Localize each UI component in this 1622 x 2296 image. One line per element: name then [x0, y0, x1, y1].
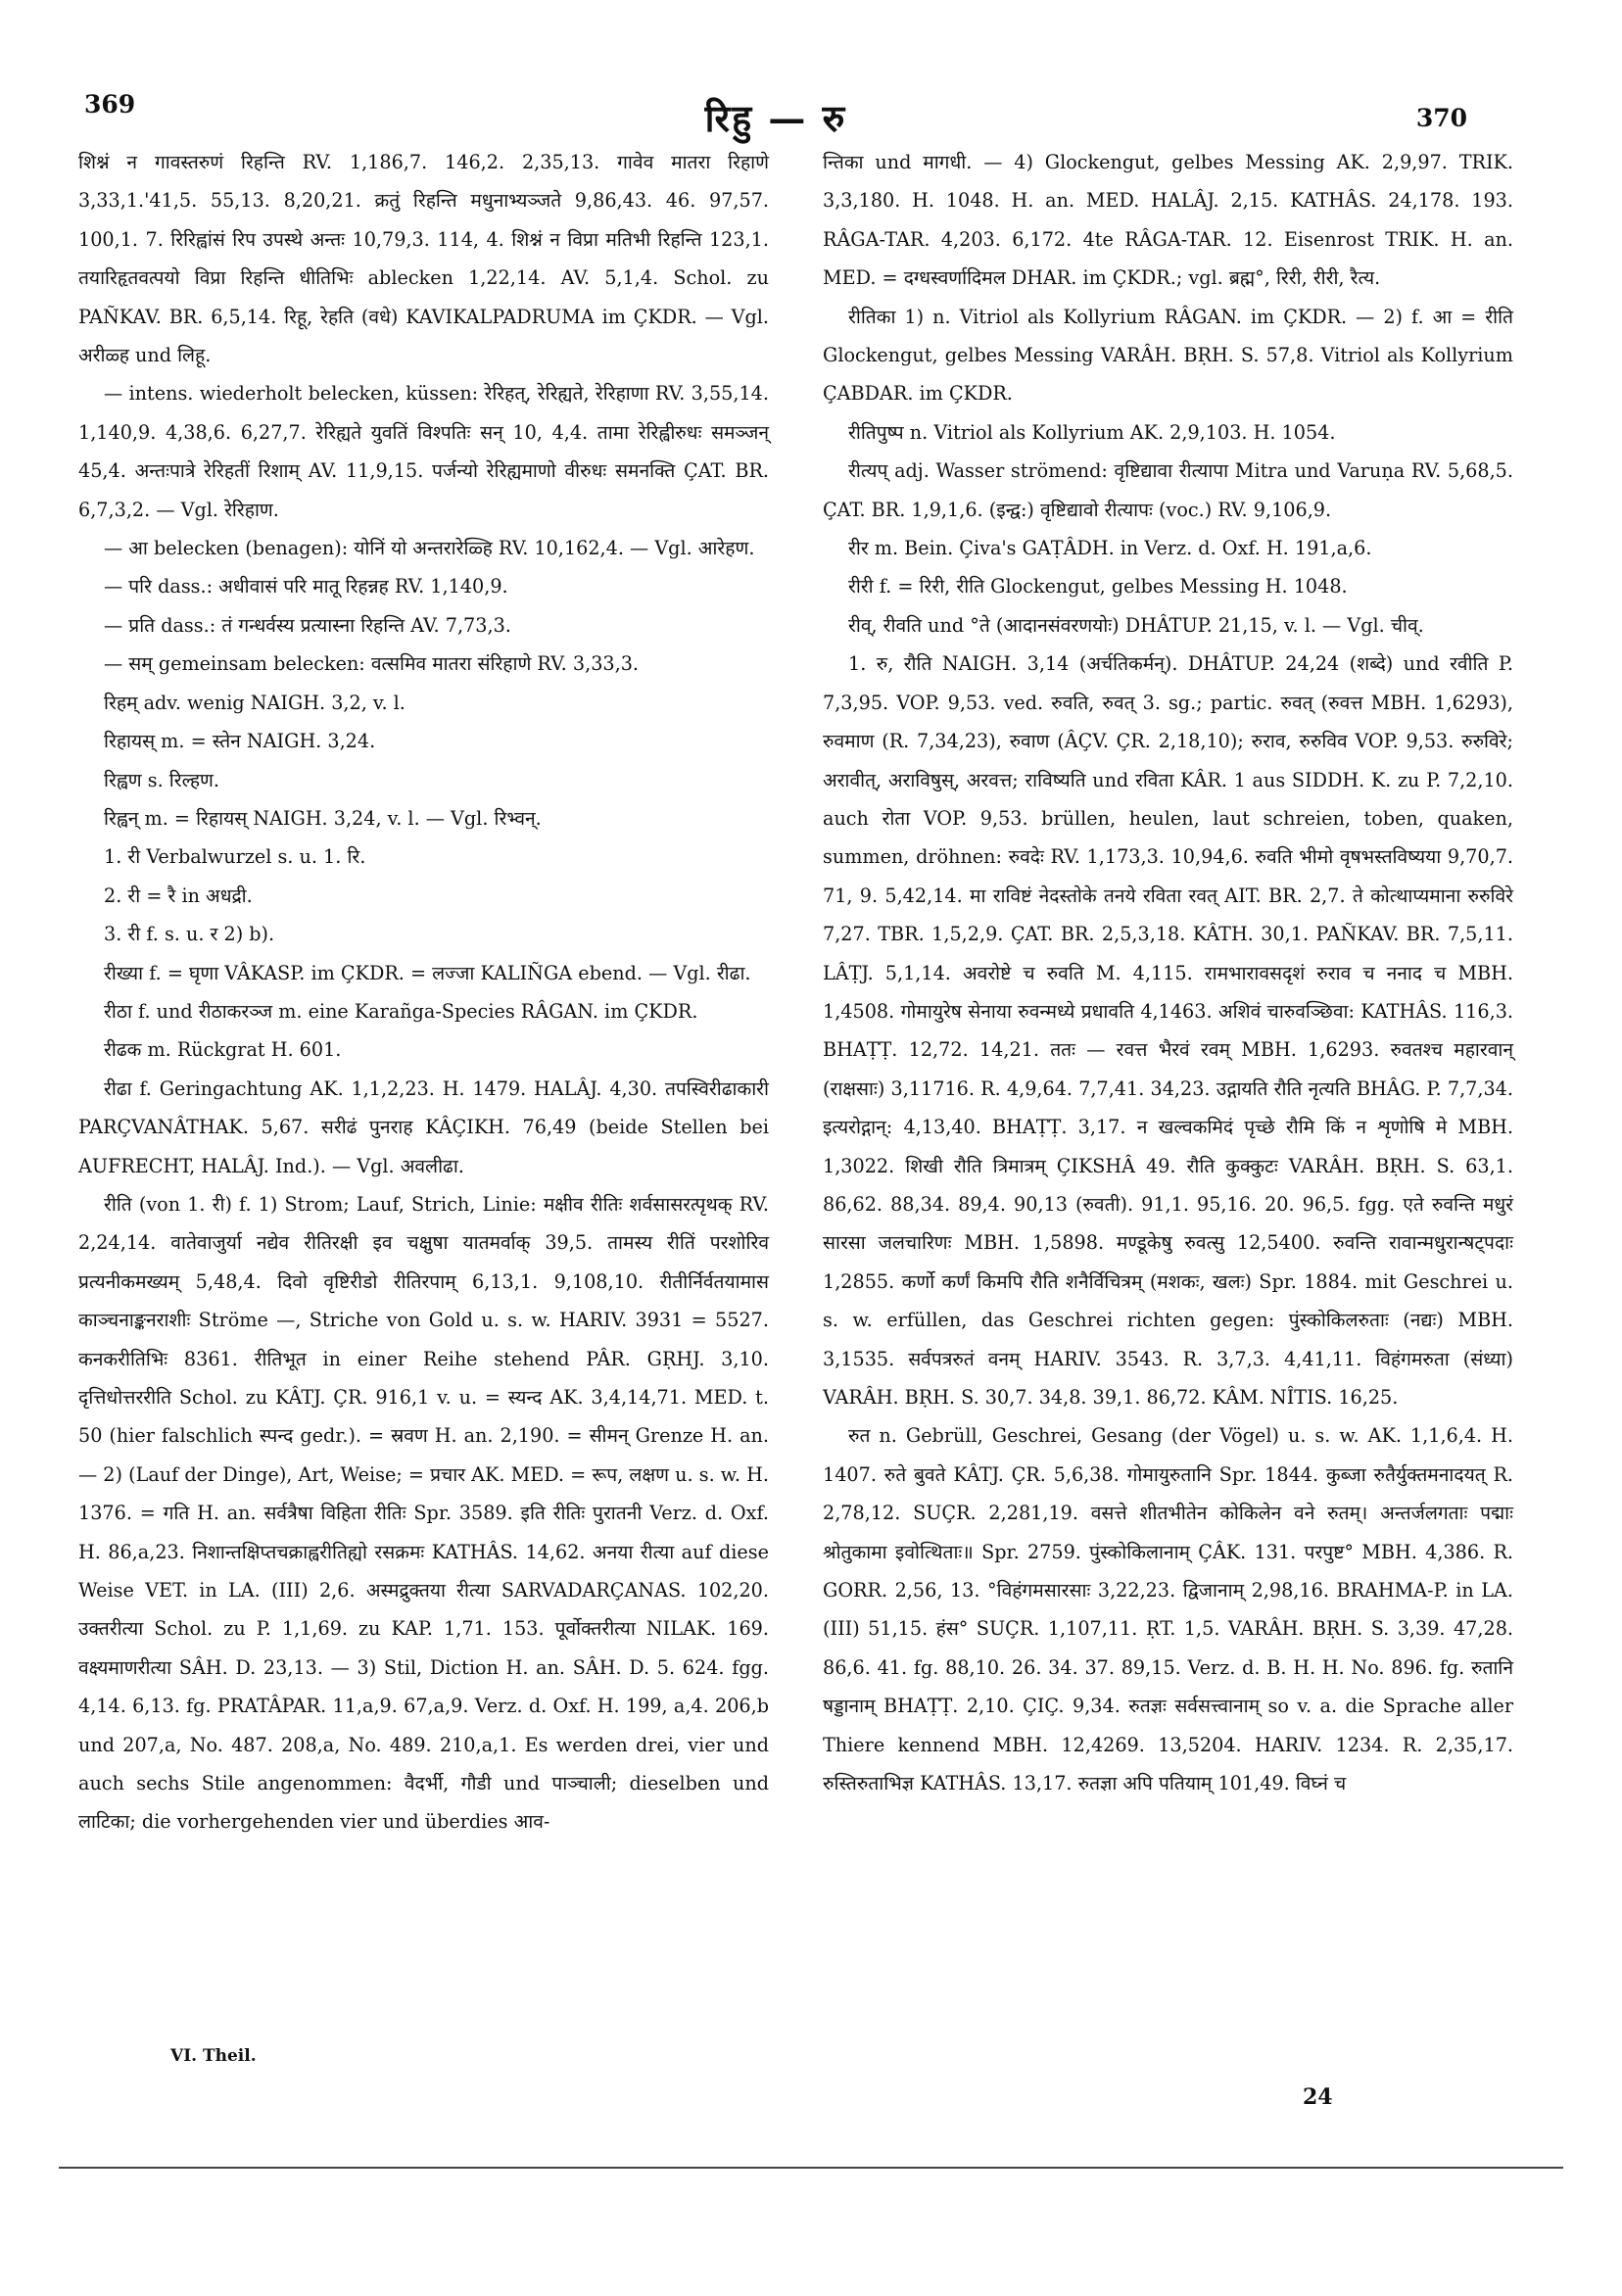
page-number-left: 369 [84, 90, 136, 119]
entry-sam: — सम् gemeinsam belecken: वत्समिव मातरा संरिहाणे RV. 3,33,3. [104, 652, 640, 676]
page-header [71, 90, 1481, 149]
left-column [78, 143, 769, 1842]
entry-ri-2: 2. री = रै in अधद्री. [104, 884, 253, 907]
entry-ri-1: 1. री Verbalwurzel s. u. 1. रि. [104, 845, 366, 869]
entry-riham: रिहम् adv. wenig NAIGH. 3,2, v. l. [104, 691, 406, 714]
entry-ru-1: 1. रु, रौति NAIGH. 3,14 (अर्चतिकर्मन्). DHÂTUP. 24,24 (शब्दे) und रवीति P. 7,3,95. VOP. 9,53. ved. रुवति, रुवत् 3. sg.; partic. रुवत् (रुवत्त MBH. 1,6293), रुवमाण (R. 7,34,23), रुवाण (ÂÇV. ÇR. 2,18,10); रुराव, रुरुविव VOP. 9,53. रुरुविरे; अरावीत्, अराविषुस्, अरवत्त; राविष्यति und रविता KÂR. 1 aus SIDDH. K. zu P. 7,2,10. auch रोता VOP. 9,53. brüllen, heulen, laut schreien, toben, quaken, summen, dröhnen: रुवदेः RV. 1,173,3. 10,94,6. रुवति भीमो वृषभस्तविष्यया 9,70,7. 71, 9. 5,42,14. मा राविष्टं नेदस्तोके तनये रविता रवत् AIT. BR. 2,7. ते कोत्थाप्यमाना रुरुविरे 7,27. TBR. 1,5,2,9. ÇAT. BR. 2,5,3,18. KÂTH. 30,1. PAÑKAV. BR. 7,5,11. LÂṬJ. 5,1,14. अवरोष्टे च रुवति M. 4,115. रामभारावसदृशं रुराव च ननाद च MBH. 1,4508. गोमायुरेष सेनाया रुवन्मध्ये प्रधावति 4,1463. अशिवं चारुवञ्छिवा: KATHÂS. 116,3. BHAṬṬ. 12,72. 14,21. ततः — रवत्त भैरवं रवम् MBH. 1,6293. रुवतश्च महारवान् (राक्षसाः) 3,11716. R. 4,9,64. 7,7,41. 34,23. उद्गायति रौति नृत्यति BHÂG. P. 7,7,34. इत्यरोद्गान्: 4,13,40. BHAṬṬ. 3,17. न खल्वकमिदं पृच्छे रौमि किं न शृणोषि मे MBH. 1,3022. शिखी रौति त्रिमात्रम् ÇIKSHÂ 49. रौति कुक्कुटः VARÂH. BṚH. S. 63,1. 86,62. 88,34. 89,4. 90,13 (रुवती). 91,1. 95,16. 20. 96,5. fgg. एते रुवन्ति मधुरं सारसा जलचारिणः MBH. 1,5898. मण्डूकेषु रुवत्सु 12,5400. रुवन्ति रावान्मधुरान्षट्पदाः 1,2855. कर्णो कर्णं किमपि रौति शनैर्विचित्रम् (मशकः, खलः) Spr. 1884. mit Geschrei u. s. w. erfüllen, das Geschrei richten gegen: पुंस्कोकिलरुताः (नद्यः) MBH. 3,1535. सर्वपत्ररुतं वनम् HARIV. 3543. R. 3,7,3. 4,41,11. विहंगमरुता (संध्या) VARÂH. BṚH. S. 30,7. 34,8. 39,1. 86,72. KÂM. NÎTIS. 16,25. [823, 652, 1513, 1409]
running-title: रिहु — रु [704, 96, 847, 140]
entry-intens: — intens. wiederholt belecken, küssen: रेरिहत्, रेरिह्यते, रेरिहाणा RV. 3,55,14. 1,140,9. 4,38,6. 6,27,7. रेरिह्यते युवतिं विश्पतिः सन् 10, 4,4. तामा रेरिह्वीरुधः समञ्जन् 45,4. अन्तःपात्रे रेरिहतीं रिशाम् AV. 11,9,15. पर्जन्यो रेरिह्यमाणो वीरुधः समनक्ति ÇAT. BR. 6,7,3,2. — Vgl. रेरिहाण. [78, 382, 769, 521]
entry-rihayas: रिहायस् m. = स्तेन NAIGH. 3,24. [104, 730, 376, 753]
entry-rikhya: रीख्या f. = घृणा VÂKASP. im ÇKDR. = लज्जा KALIÑGA ebend. — Vgl. रीढा. [104, 961, 751, 984]
entry-ritika: रीतिका 1) n. Vitriol als Kollyrium RÂGAN. im ÇKDR. — 2) f. आ = रीति Glockengut, gelbes Messing VARÂH. BṚH. S. 57,8. Vitriol als Kollyrium ÇABDAR. im ÇKDR. [823, 305, 1513, 406]
entry-ruta: रुत n. Gebrüll, Geschrei, Gesang (der Vögel) u. s. w. AK. 1,1,6,4. H. 1407. रुते बुवते KÂTJ. ÇR. 5,6,38. गोमायुरुतानि Spr. 1844. कुब्जा रुतैर्युक्तमनादयत् R. 2,78,12. SUÇR. 2,281,19. वसत्ते शीतभीतेन कोकिलेन वने रुतम्। अन्तर्जलगताः पद्माः श्रोतुकामा इवोत्थिताः॥ Spr. 2759. पुंस्कोकिलानाम् ÇÂK. 131. परपुष्ट° MBH. 4,386. R. GORR. 2,56, 13. °विहंगमसारसाः 3,22,23. द्विजानाम् 2,98,16. BRAHMA-P. in LA. (III) 51,15. हंस° SUÇR. 1,107,11. ṚT. 1,5. VARÂH. BṚH. S. 3,39. 47,28. 86,6. 41. fg. 88,10. 26. 34. 37. 89,15. Verz. d. B. H. H. No. 896. fg. रुतानि षड्डानाम् BHAṬṬ. 2,10. ÇIÇ. 9,34. रुतज्ञः सर्वसत्त्वानाम् so v. a. die Sprache aller Thiere kennend MBH. 12,4269. 13,5204. HARIV. 1234. R. 2,35,17. रुस्तिरुताभिज्ञ KATHÂS. 13,17. रुतज्ञा अपि पतियाम् 101,49. विघ्नं च [823, 1424, 1513, 1795]
signature-mark: 24 [1303, 2084, 1333, 2110]
entry-prati: — प्रति dass.: तं गन्धर्वस्य प्रत्यास्ना रिहन्ति AV. 7,73,3. [104, 613, 511, 637]
entry-rihvan: रिह्वन् m. = रिहायस् NAIGH. 3,24, v. l. — Vgl. रिभ्वन्. [104, 806, 542, 830]
entry-riv: रीव्, रीवति und °ते (आदानसंवरणयोः) DHÂTUP. 21,15, v. l. — Vgl. चीव्. [848, 613, 1424, 637]
bottom-rule [59, 2167, 1563, 2169]
volume-note: VI. Theil. [170, 2046, 257, 2066]
right-column [823, 143, 1513, 1802]
entry-ridha: रीढा f. Geringachtung AK. 1,1,2,23. H. 1479. HALÂJ. 4,30. तपस्विरीढाकारी PARÇVANÂTHAK. 5,67. सरीढं पुनराह KÂÇIKH. 76,49 (beide Stellen bei AUFRECHT, HALÂJ. Ind.). — Vgl. अवलीढा. [78, 1076, 769, 1177]
entry-riti: रीति (von 1. री) f. 1) Strom; Lauf, Strich, Linie: मक्षीव रीतिः शर्वसासरत्पृथक् RV. 2,24,14. वातेवाजुर्या नद्येव रीतिरक्षी इव चक्षुषा यातमर्वाक् 39,5. तामस्य रीतिं परशोरिव प्रत्यनीकमख्यम् 5,48,4. दिवो वृष्टिरीडो रीतिरपाम् 6,13,1. 9,108,10. रीतीर्निर्वतयामास काञ्चनाङ्कनराशीः Ströme —, Striche von Gold u. s. w. HARIV. 3931 = 5527. कनकरीतिभिः 8361. रीतिभूत in einer Reihe stehend PÂR. GṚHJ. 3,10. दृत्तिधोत्तररीति Schol. zu KÂTJ. ÇR. 916,1 v. u. = स्यन्द AK. 3,4,14,71. MED. t. 50 (hier falschlich स्पन्द gedr.). = स्रवण H. an. 2,190. = सीमन् Grenze H. an. — 2) (Lauf der Dinge), Art, Weise; = प्रचार AK. MED. = रूप, लक्षण u. s. w. H. 1376. = गति H. an. सर्वत्रैषा विहिता रीतिः Spr. 3589. इति रीतिः पुरातनी Verz. d. Oxf. H. 86,a,23. निशान्तक्षिप्तचक्राह्वरीतिह्यो रसक्रमः KATHÂS. 14,62. अनया रीत्या auf diese Weise VET. in LA. (III) 2,6. अस्मद्रुक्तया रीत्या SARVADARÇANAS. 102,20. उक्तरीत्या Schol. zu P. 1,1,69. zu KAP. 1,71. 153. पूर्वोक्तरीत्या NILAK. 169. वक्ष्यमाणरीत्या SÂH. D. 23,13. — 3) Stil, Diction H. an. SÂH. D. 5. 624. fgg. 4,14. 6,13. fg. PRATÂPAR. 11,a,9. 67,a,9. Verz. d. Oxf. H. 199, a,4. 206,b und 207,a, No. 487. 208,a, No. 489. 210,a,1. Es werden drei, vier und auch sechs Stile angenommen: वैदर्भी, गौडी und पाञ्चाली; dieselben und लाटिका; die vorhergehenden vier und überdies आव- [78, 1192, 769, 1834]
entry-rityap: रीत्यप् adj. Wasser strömend: वृष्टिद्यावा रीत्यापा Mitra und Varuṇa RV. 5,68,5. ÇAT. BR. 1,9,1,6. (इन्द्व:) वृष्टिद्यावो रीत्यापः (voc.) RV. 9,106,9. [823, 459, 1513, 521]
entry-riri: रीरी f. = रिरी, रीति Glockengut, gelbes Messing H. 1048. [848, 575, 1348, 598]
entry-rira: रीर m. Bein. Çiva's GAṬÂDH. in Verz. d. Oxf. H. 191,a,6. [848, 537, 1372, 560]
entry-ri-3: 3. री f. s. u. र 2) b). [104, 923, 275, 946]
entry-ritha: रीठा f. und रीठाकरञ्ज m. eine Karañga-Species RÂGAN. im ÇKDR. [104, 999, 698, 1023]
entry-ridhaka: रीढक m. Rückgrat H. 601. [104, 1038, 342, 1062]
page-number-right: 370 [1415, 104, 1467, 132]
entry-rihvana: रिह्वण s. रिल्हण. [104, 768, 220, 791]
entry-riti-continued: न्तिका und मागधी. — 4) Glockengut, gelbes Messing AK. 2,9,97. TRIK. 3,3,180. H. 1048. H. an. MED. HALÂJ. 2,15. KATHÂS. 24,178. 193. RÂGA-TAR. 4,203. 6,172. 4te RÂGA-TAR. 12. Eisenrost TRIK. H. an. MED. = दग्धस्वर्णादिमल DHAR. im ÇKDR.; vgl. ब्रह्म°, रिरी, रीरी, रैत्य. [823, 151, 1513, 290]
entry-a: — आ belecken (benagen): योनिं यो अन्तरारेळ्हि RV. 10,162,4. — Vgl. आरेहण. [104, 537, 755, 560]
entry-rih-citations: शिश्नं न गावस्तरुणं रिहन्ति RV. 1,186,7. 146,2. 2,35,13. गावेव मातरा रिहाणे 3,33,1.'41,5. 55,13. 8,20,21. क्रतुं रिहन्ति मधुनाभ्यञ्जते 9,86,43. 46. 97,57. 100,1. 7. रिरिह्वांसं रिप उपस्थे अन्तः 10,79,3. 114, 4. शिश्नं न विप्रा मतिभी रिहन्ति 123,1. तयारिहृतवत्पयो विप्रा रिहन्ति धीतिभिः ablecken 1,22,14. AV. 5,1,4. Schol. zu PAÑKAV. BR. 6,5,14. रिहू, रेहति (वधे) KAVIKALPADRUMA im ÇKDR. — Vgl. अरीळ्ह und लिहू. [78, 151, 769, 367]
entry-pari: — परि dass.: अधीवासं परि मातू रिहन्नह RV. 1,140,9. [104, 575, 508, 598]
entry-ritipushpa: रीतिपुष्प n. Vitriol als Kollyrium AK. 2,9,103. H. 1054. [848, 420, 1336, 444]
